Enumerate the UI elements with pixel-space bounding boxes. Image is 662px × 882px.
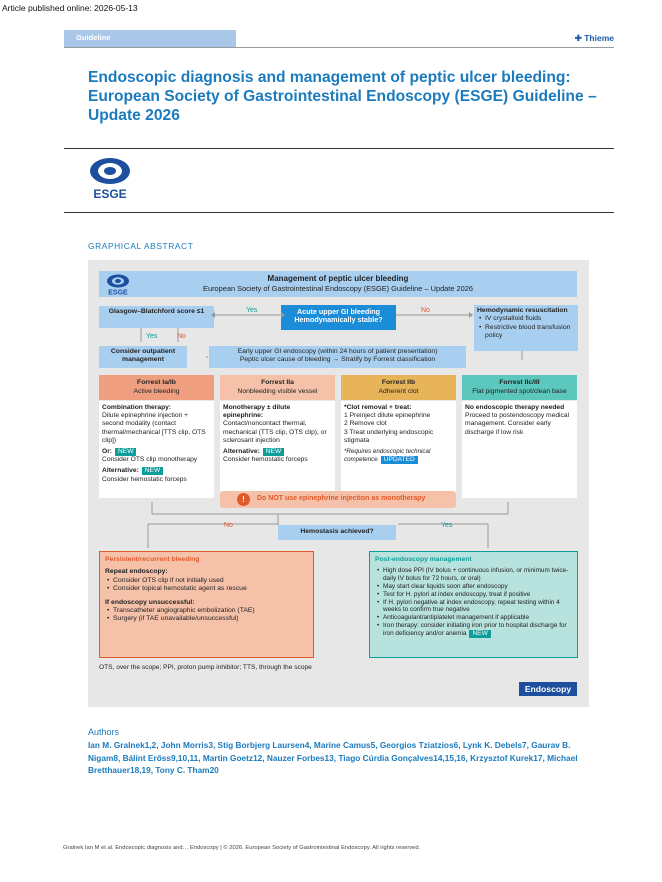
forrest-header xyxy=(99,375,214,400)
c3-step: 1 Preinject dilute epinephrine xyxy=(344,412,431,420)
forrest-iia-column xyxy=(220,401,335,498)
divider xyxy=(64,212,614,213)
post-item: • Test for H. pylori at index endoscopy, treat if positive xyxy=(383,591,572,599)
hemo-item: • Restrictive blood transfusion policy xyxy=(485,324,575,341)
c1-or-text: Consider OTS clip monotherapy xyxy=(102,456,198,464)
post-title: Post-endoscopy management xyxy=(375,556,472,563)
c3-step: 2 Remove clot xyxy=(344,420,387,428)
post-endoscopy-box xyxy=(369,551,578,658)
forrest-sub: Adherent clot xyxy=(378,388,419,395)
footer-citation: Gralnek Ian M et al. Endoscopic diagnosis and… Endoscopy | © 2026. European Society of Gastrointestinal Endoscopy. All rights reserved. xyxy=(63,845,421,851)
forrest-sub: Active bleeding xyxy=(133,388,180,395)
c1-text: Dilute epinephrine injection + second modality (contact thermal/mechanical [TTS clip, OTS clip]) xyxy=(102,412,206,444)
persist-item: • Consider topical hemostatic agent as rescue xyxy=(113,585,308,593)
gbs-box: Glasgow–Blatchford score ≤1 xyxy=(99,306,214,328)
warning-text: Do NOT use epinephrine injection as monotherapy xyxy=(257,495,426,502)
c1-alt: Alternative: xyxy=(102,467,139,475)
c2-alt-text: Consider hemostatic forceps xyxy=(223,456,308,464)
forrest-iic-column xyxy=(462,401,577,498)
warning-icon: ! xyxy=(237,493,250,506)
early-endoscopy-text: Early upper GI endoscopy (within 24 hours of patient presentation) xyxy=(237,348,438,355)
persist-h1: Repeat endoscopy: xyxy=(105,568,168,576)
header-rule xyxy=(64,47,614,48)
forrest-name: Forrest IIc/III xyxy=(499,379,540,386)
forrest-header xyxy=(220,375,335,400)
yes-label: Yes xyxy=(441,522,453,529)
new-badge: NEW xyxy=(469,630,490,638)
persist-h2: If endoscopy unsuccessful: xyxy=(105,598,195,606)
section-label: Guideline xyxy=(76,33,111,42)
peptic-text: Peptic ulcer cause of bleeding → Stratify by Forrest classification xyxy=(239,356,436,364)
no-label: No xyxy=(177,333,186,340)
forrest-name: Forrest IIb xyxy=(381,379,416,386)
c4-heading: No endoscopic therapy needed xyxy=(465,404,565,411)
yes-label: Yes xyxy=(246,307,258,314)
acute-bleeding-box: Acute upper GI bleeding Hemodynamically stable? xyxy=(281,305,396,330)
graphical-abstract-heading: GRAPHICAL ABSTRACT xyxy=(88,241,194,251)
persist-item: • Transcatheter angiographic embolization (TAE) xyxy=(113,607,308,615)
authors-heading: Authors xyxy=(88,727,120,737)
forrest-name: Forrest Ia/Ib xyxy=(137,379,176,386)
hemostasis-box: Hemostasis achieved? xyxy=(278,525,396,540)
persist-title: Persistent/recurrent bleeding xyxy=(105,556,200,563)
esge-logo-icon xyxy=(88,157,132,201)
c1-or: Or: xyxy=(102,448,113,456)
post-item: • If H. pylori negative at index endoscopy, repeat testing within 4 weeks to confirm true negative xyxy=(383,599,572,615)
no-label: No xyxy=(421,307,430,314)
published-date: Article published online: 2026-05-13 xyxy=(2,3,138,13)
publisher-logo[interactable] xyxy=(575,33,614,44)
yes-label: Yes xyxy=(146,333,158,340)
forrest-header xyxy=(462,375,577,400)
esge-logo xyxy=(88,157,132,201)
c3-step: 3 Treat underlying endoscopic stigmata xyxy=(344,428,434,444)
c1-alt-text: Consider hemostatic forceps xyxy=(102,475,187,483)
c2-text: Contact/noncontact thermal, mechanical (TTS clip, OTS clip), or sclerosant injection xyxy=(223,420,327,444)
abbreviations: OTS, over the scope; PPI, proton pump inhibitor; TTS, through the scope xyxy=(99,664,312,671)
no-label: No xyxy=(224,522,233,529)
forrest-sub: Flat pigmented spot/clean base xyxy=(472,388,567,395)
article-title: Endoscopic diagnosis and management of peptic ulcer bleeding: European Society of Gastrointestinal Endoscopy (ESGE) Guideline – Update 2026 xyxy=(88,69,597,124)
c1-heading: Combination therapy: xyxy=(102,404,172,411)
divider xyxy=(64,148,614,149)
svg-text:ESGE: ESGE xyxy=(108,289,128,295)
authors-list[interactable]: Ian M. Gralnek1,2, John Morris3, Stig Borbjerg Laursen4, Marine Camus5, Georgios Tziatzios6, Lynk K. Debels7, Gaurav B. Nigam8, Bálint Erőss9,10,11, Martin Goetz12, Nauzer Forbes13, Tiago Cúrdia Gonçalves14,15,16, Krzysztof Kurek17, Michael Bretthauer18,19, Tony C. Tham20 xyxy=(88,740,578,776)
journal-logo: Endoscopy xyxy=(519,682,577,696)
forrest-name: Forrest IIa xyxy=(261,379,294,386)
updated-badge: UPDATED xyxy=(381,456,418,464)
post-item: • May start clear liquids soon after endoscopy xyxy=(383,583,572,591)
c2-alt: Alternative: xyxy=(223,448,260,456)
banner-subtitle: European Society of Gastrointestinal Endoscopy (ESGE) Guideline – Update 2026 xyxy=(203,284,473,293)
thieme-icon: ✚ xyxy=(574,33,585,43)
early-endoscopy-box xyxy=(209,346,466,368)
post-item: • Anticoagulant/antiplatelet management if applicable xyxy=(383,614,572,622)
c3-note: *Requires endoscopic technical competence xyxy=(344,448,431,464)
post-item-text: Iron therapy: consider initiating iron prior to hospital discharge for iron deficiency and/or anemia xyxy=(383,621,567,637)
publisher-name: Thieme xyxy=(584,33,614,43)
hemo-title: Hemodynamic resuscitation xyxy=(477,307,568,314)
new-badge: NEW xyxy=(142,467,163,475)
section-bar xyxy=(64,30,236,47)
banner-title: Management of peptic ulcer bleeding xyxy=(267,274,409,283)
c4-text: Proceed to postendoscopy medical management. Consider early discharge if low risk xyxy=(465,412,570,436)
forrest-header xyxy=(341,375,456,400)
persist-item: • Consider OTS clip if not initially used xyxy=(113,577,308,585)
new-badge: NEW xyxy=(263,448,284,456)
c3-heading: *Clot removal + treat: xyxy=(344,404,412,411)
forrest-iib-column xyxy=(341,401,456,498)
persistent-bleeding-box xyxy=(99,551,314,658)
persist-item: • Surgery (if TAE unavailable/unsuccessful) xyxy=(113,615,308,623)
forrest-ia-column xyxy=(99,401,214,498)
forrest-sub: Nonbleeding visible vessel xyxy=(237,388,318,395)
hemo-item: • IV crystalloid fluids xyxy=(485,315,575,323)
c2-heading: Monotherapy ± dilute epinephrine: xyxy=(223,404,291,420)
outpatient-box: Consider outpatient management xyxy=(99,346,187,368)
svg-text:ESGE: ESGE xyxy=(93,187,127,201)
post-item xyxy=(383,622,572,638)
post-item: • High dose PPI (IV bolus + continuous infusion, or minimum twice-daily IV bolus for 72 hours, or oral) xyxy=(383,567,572,583)
warning-bar xyxy=(220,491,456,508)
new-badge: NEW xyxy=(115,448,136,456)
